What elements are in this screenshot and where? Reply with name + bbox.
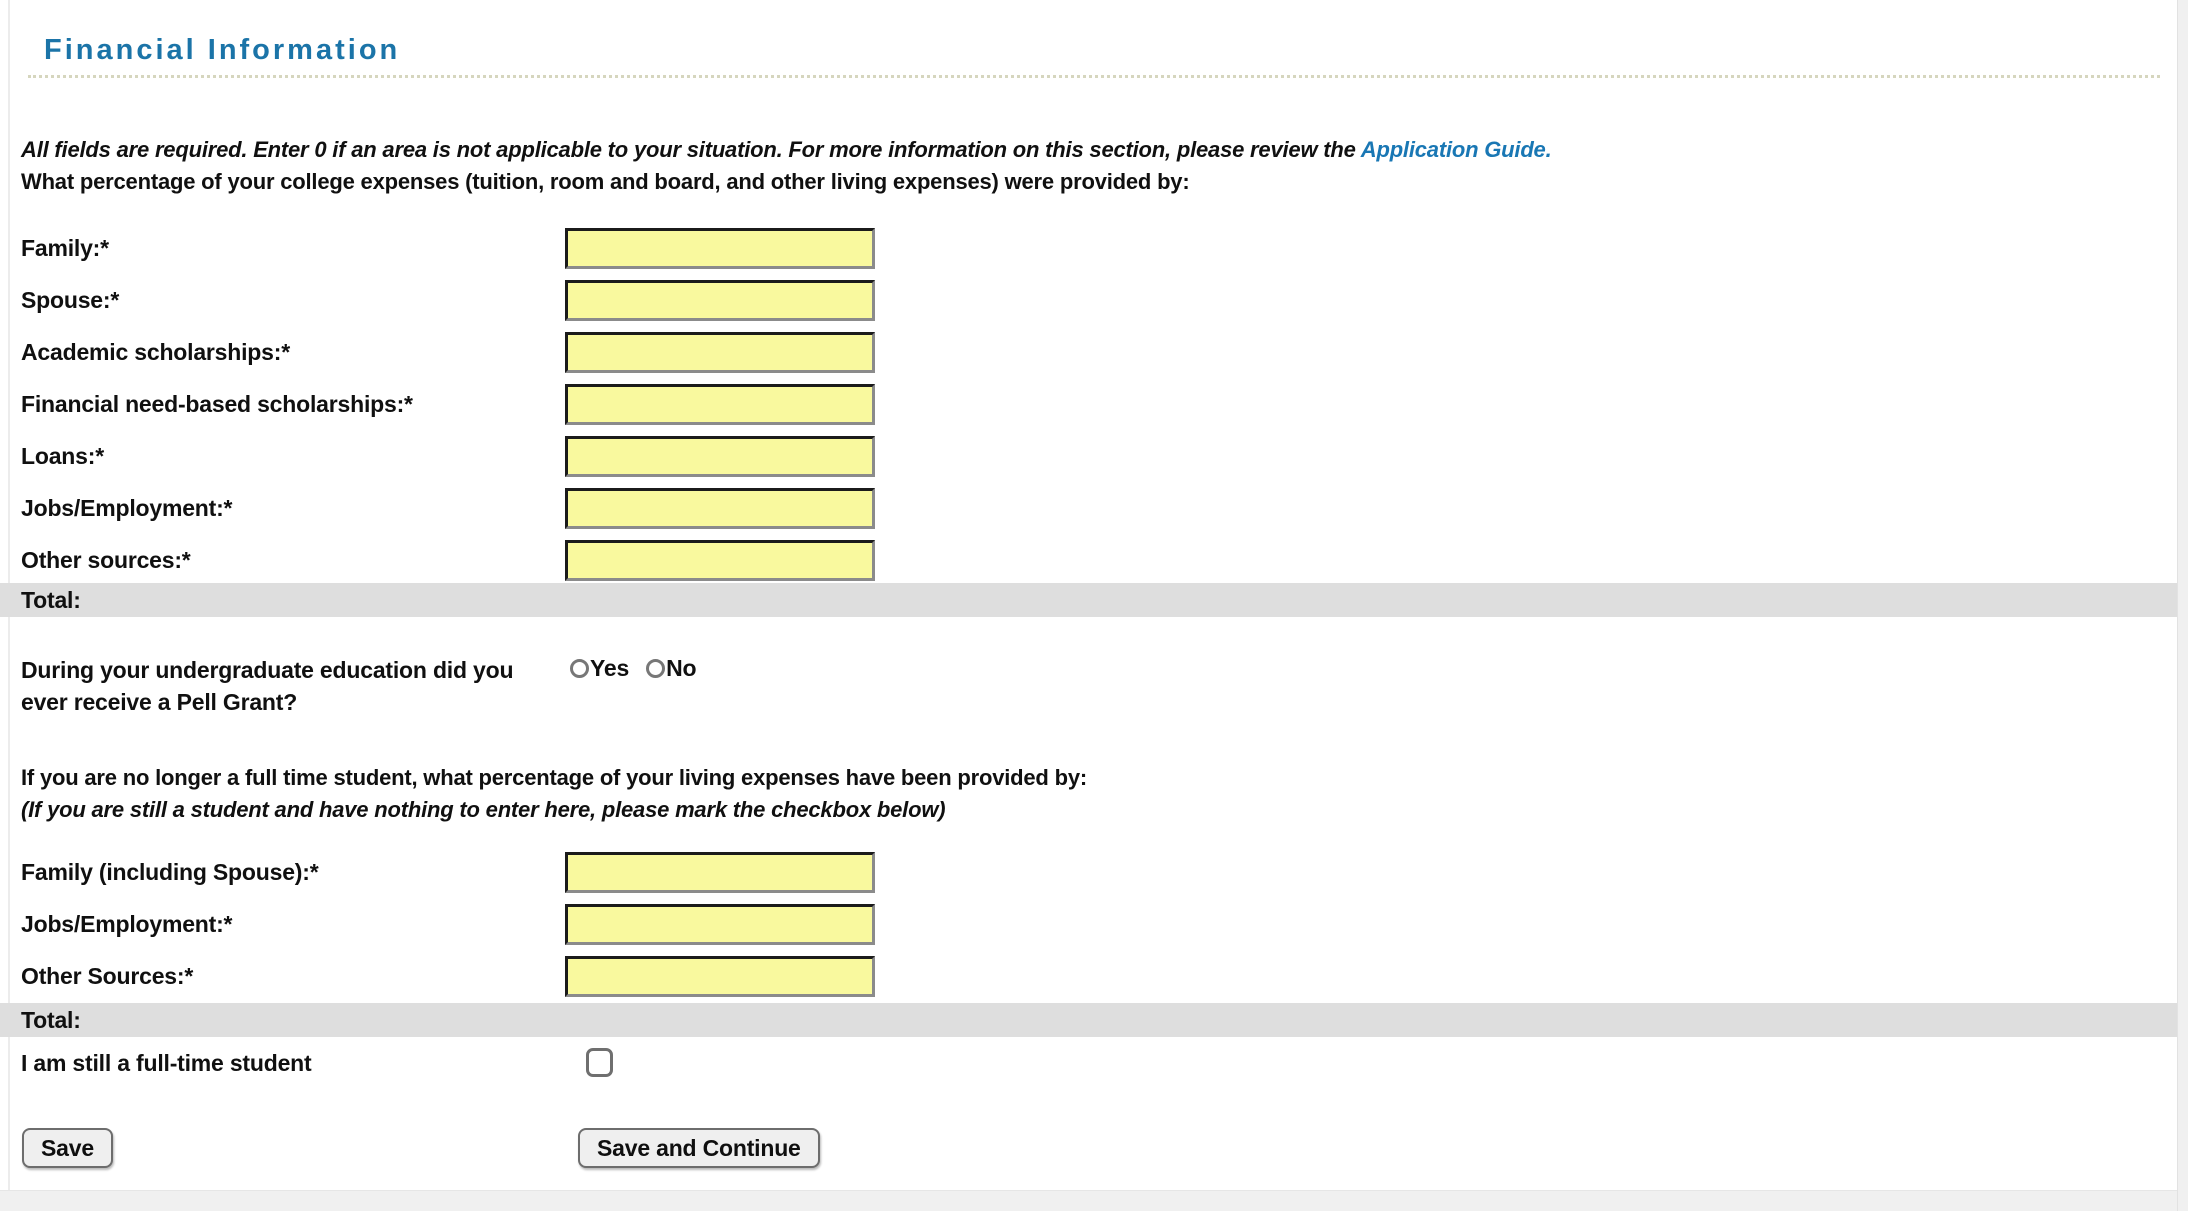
family-input[interactable] — [565, 228, 875, 269]
pell-grant-question: During your undergraduate education did you ever receive a Pell Grant? — [21, 657, 514, 715]
living-expenses-total-row — [0, 1003, 2177, 1037]
intro-text — [21, 134, 2151, 198]
save-button[interactable]: Save — [22, 1128, 113, 1168]
college-expenses-total-label: Total: — [21, 587, 81, 613]
application-guide-link[interactable]: Application Guide. — [1360, 137, 1552, 162]
pell-grant-no-option[interactable] — [646, 655, 696, 682]
living-expenses-total-label: Total: — [21, 1007, 81, 1033]
field-label-spouse: Spouse:* — [21, 287, 120, 313]
title-divider — [28, 63, 2160, 78]
field-label-jobs-employment-2: Jobs/Employment:* — [21, 911, 233, 937]
pell-grant-no-label: No — [666, 655, 697, 681]
field-label-other-sources-2: Other Sources:* — [21, 963, 194, 989]
college-expenses-question: What percentage of your college expenses (tuition, room and board, and other living expenses) were provided by: — [21, 169, 1190, 194]
field-label-family: Family:* — [21, 235, 109, 261]
pell-grant-yes-label: Yes — [590, 655, 630, 681]
other-sources-input-2[interactable] — [565, 956, 875, 997]
pell-grant-radio-group — [570, 655, 696, 682]
field-label-academic-scholarships: Academic scholarships:* — [21, 339, 290, 365]
other-sources-input[interactable] — [565, 540, 875, 581]
full-time-student-label: I am still a full-time student — [21, 1050, 312, 1076]
need-based-scholarships-input[interactable] — [565, 384, 875, 425]
college-expenses-total-row — [0, 583, 2177, 617]
radio-button-icon[interactable] — [646, 659, 665, 678]
required-note-line — [21, 134, 2151, 166]
field-label-need-based-scholarships: Financial need-based scholarships:* — [21, 391, 413, 417]
field-label-loans: Loans:* — [21, 443, 104, 469]
living-expenses-heading — [21, 762, 2151, 826]
full-time-student-checkbox[interactable] — [586, 1048, 613, 1077]
page-right-margin — [2177, 0, 2188, 1211]
save-and-continue-button[interactable]: Save and Continue — [578, 1128, 820, 1168]
page-title: Financial Information — [44, 34, 401, 66]
living-expenses-heading-line: If you are no longer a full time student, what percentage of your living expenses have been provided by: — [21, 765, 1087, 790]
required-note: All fields are required. Enter 0 if an area is not applicable to your situation. For more information on this section, please review the — [21, 137, 1361, 162]
loans-input[interactable] — [565, 436, 875, 477]
academic-scholarships-input[interactable] — [565, 332, 875, 373]
spouse-input[interactable] — [565, 280, 875, 321]
jobs-employment-input[interactable] — [565, 488, 875, 529]
pell-grant-yes-option[interactable] — [570, 655, 629, 682]
field-label-family-including-spouse: Family (including Spouse):* — [21, 859, 319, 885]
family-including-spouse-input[interactable] — [565, 852, 875, 893]
jobs-employment-input-2[interactable] — [565, 904, 875, 945]
field-label-jobs-employment: Jobs/Employment:* — [21, 495, 233, 521]
page-bottom-margin — [0, 1190, 2177, 1211]
living-expenses-subheading: (If you are still a student and have nothing to enter here, please mark the checkbox below) — [21, 797, 946, 822]
radio-button-icon[interactable] — [570, 659, 589, 678]
field-label-other-sources: Other sources:* — [21, 547, 191, 573]
